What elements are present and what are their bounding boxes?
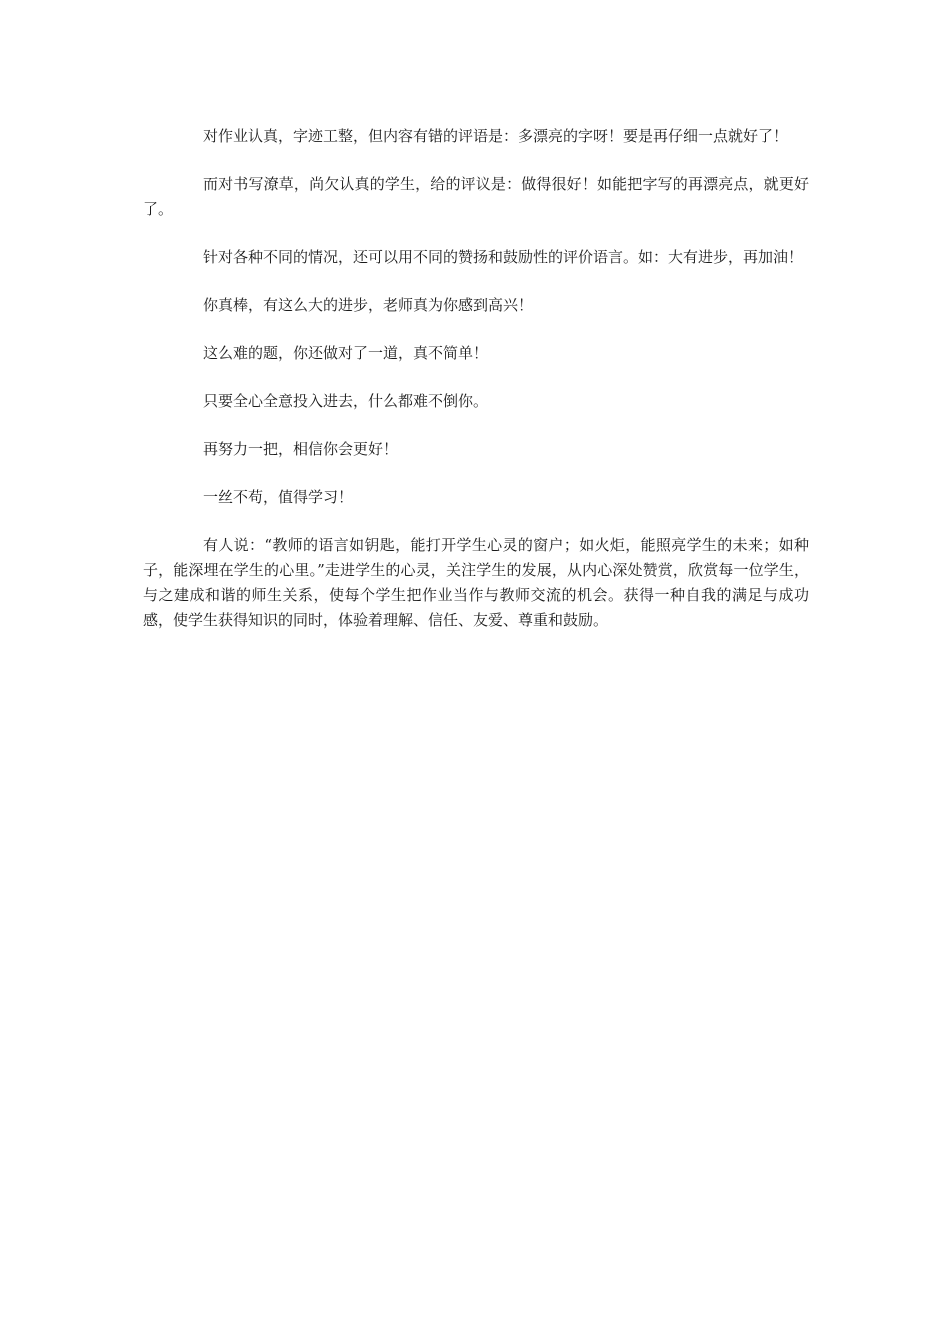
paragraph-sloppy-writing-comment: 而对书写潦草，尚欠认真的学生，给的评议是：做得很好！如能把字写的再漂亮点，就更好了。 bbox=[143, 175, 809, 218]
paragraph-praise-effort: 再努力一把，相信你会更好！ bbox=[203, 440, 399, 458]
document-body bbox=[143, 124, 809, 656]
paragraph-praise-meticulous: 一丝不苟，值得学习！ bbox=[203, 488, 354, 506]
paragraph-neat-handwriting-comment: 对作业认真，字迹工整，但内容有错的评语是：多漂亮的字呀！要是再仔细一点就好了！ bbox=[203, 127, 789, 145]
paragraph-praise-dedication: 只要全心全意投入进去，什么都难不倒你。 bbox=[203, 392, 489, 410]
paragraph-varied-praise: 针对各种不同的情况，还可以用不同的赞扬和鼓励性的评价语言。如：大有进步，再加油！ bbox=[203, 248, 804, 266]
paragraph-praise-progress: 你真棒，有这么大的进步，老师真为你感到高兴！ bbox=[203, 296, 534, 314]
paragraph-praise-hard-question: 这么难的题，你还做对了一道，真不简单！ bbox=[203, 344, 489, 362]
paragraph-teacher-language: 有人说：“教师的语言如钥匙，能打开学生心灵的窗户；如火炬，能照亮学生的未来；如种子，能深埋在学生的心里。”走进学生的心灵，关注学生的发展，从内心深处赞赏，欣赏每一位学生，与之建成和谐的师生关系，使每个学生把作业当作与教师交流的机会。获得一种自我的满足与成功感，使学生获得知识的同时，体验着理解、信任、友爱、尊重和鼓励。 bbox=[143, 536, 809, 629]
